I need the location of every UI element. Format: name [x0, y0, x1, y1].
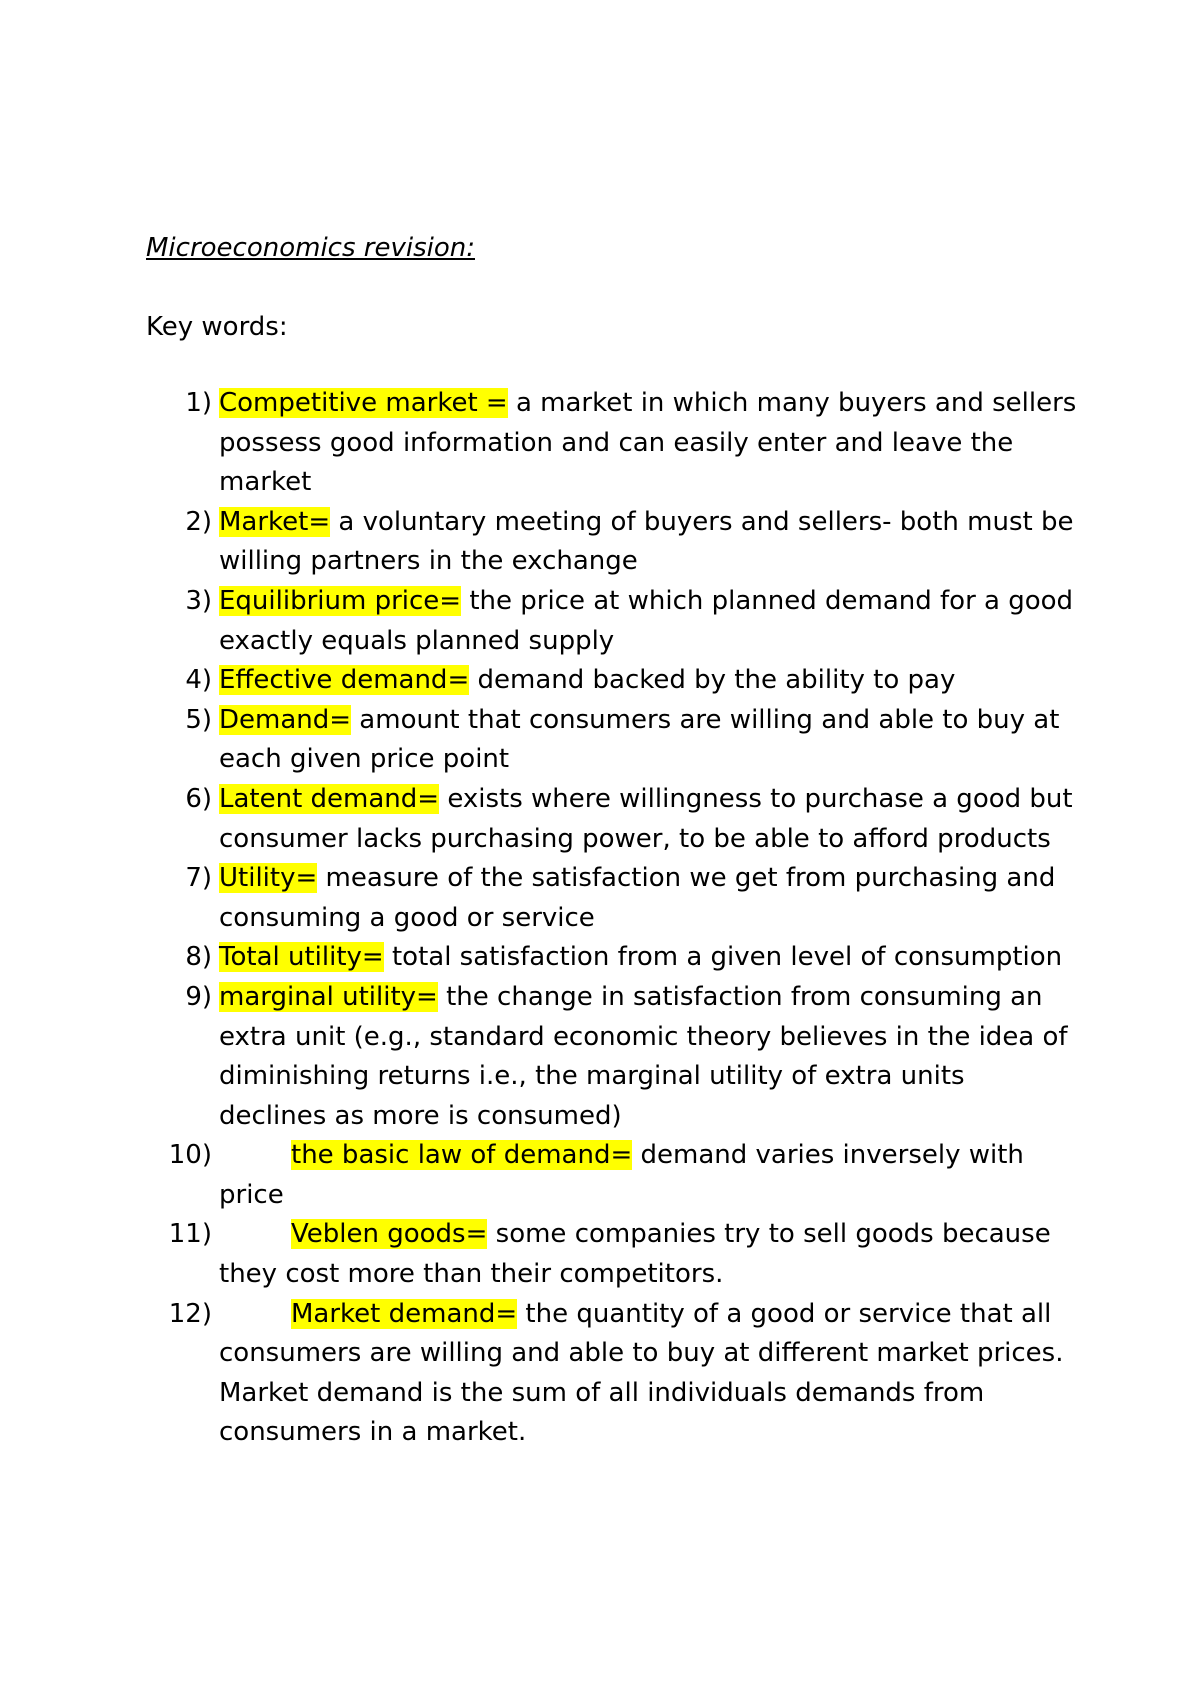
term-definition: measure of the satisfaction we get from purchasing and consuming a good or service [219, 863, 1056, 933]
term-definition: amount that consumers are willing and able to buy at each given price point [219, 704, 1060, 775]
list-item [0, 661, 1079, 701]
term-definition: demand backed by the ability to pay [469, 665, 956, 696]
term-definition: the price at which planned demand for a good exactly equals planned supply [219, 585, 1074, 656]
list-item [0, 701, 1079, 780]
key-words-list [0, 384, 1200, 1453]
item-text [219, 1295, 1079, 1453]
list-item [0, 582, 1079, 661]
item-text [219, 780, 1079, 859]
list-item [0, 503, 1079, 582]
item-number: 9) [185, 981, 212, 1012]
term-highlight: Utility= [219, 863, 318, 894]
item-text [219, 1136, 1079, 1215]
term-highlight: Effective demand= [219, 665, 470, 696]
list-item [0, 978, 1079, 1136]
term-highlight: Total utility= [219, 942, 384, 973]
item-number: 6) [185, 783, 212, 814]
term-definition: a market in which many buyers and sellers possess good information and can easily enter and leave the market [219, 388, 1077, 498]
item-text [219, 661, 1079, 701]
item-number: 11) [168, 1219, 212, 1250]
item-text [219, 1215, 1079, 1294]
list-item [0, 1295, 1079, 1453]
term-highlight: Equilibrium price= [219, 585, 462, 616]
list-item [0, 780, 1079, 859]
term-highlight: Market= [219, 506, 331, 537]
list-item [0, 1136, 1079, 1215]
item-text [219, 938, 1079, 978]
list-item [0, 384, 1079, 503]
item-number: 1) [185, 388, 212, 418]
item-number: 8) [185, 942, 212, 973]
item-text [219, 978, 1079, 1136]
term-highlight: Veblen goods= [291, 1219, 488, 1250]
term-highlight: Competitive market = [219, 388, 508, 418]
term-definition: exists where willingness to purchase a good but consumer lacks purchasing power, to be able to afford products [219, 783, 1073, 854]
term-definition: total satisfaction from a given level of consumption [383, 942, 1063, 973]
term-definition: a voluntary meeting of buyers and sellers- both must be willing partners in the exchange [219, 506, 1074, 577]
item-number: 10) [168, 1140, 212, 1171]
list-item [0, 1215, 1079, 1294]
item-number: 3) [185, 585, 212, 616]
term-highlight: marginal utility= [219, 981, 438, 1012]
key-words-heading: Key words: [146, 312, 288, 342]
term-highlight: Demand= [219, 704, 352, 735]
document-title: Microeconomics revision: [146, 233, 475, 263]
item-number: 12) [168, 1298, 212, 1329]
term-definition: demand varies inversely with price [219, 1140, 1024, 1210]
term-definition: some companies try to sell goods because they cost more than their competitors. [219, 1219, 1051, 1290]
item-number: 2) [185, 506, 212, 537]
term-highlight: the basic law of demand= [291, 1140, 633, 1171]
term-highlight: Latent demand= [219, 783, 440, 814]
list-item [0, 859, 1079, 938]
item-text [219, 701, 1079, 780]
item-number: 4) [185, 665, 212, 696]
item-text [219, 503, 1079, 582]
term-highlight: Market demand= [291, 1298, 518, 1329]
item-text [219, 859, 1079, 938]
item-number: 7) [185, 863, 212, 894]
item-number: 5) [185, 704, 212, 735]
item-text [219, 384, 1079, 503]
term-definition: the change in satisfaction from consuming an extra unit (e.g., standard economic theory believes in the idea of diminishing returns i.e., the marginal utility of extra units declines as more is consumed) [219, 981, 1068, 1131]
term-definition: the quantity of a good or service that all consumers are willing and able to buy at different market prices. Market demand is the sum of all individuals demands from consumers in a market. [219, 1298, 1064, 1448]
item-text [219, 582, 1079, 661]
list-item [0, 938, 1079, 978]
